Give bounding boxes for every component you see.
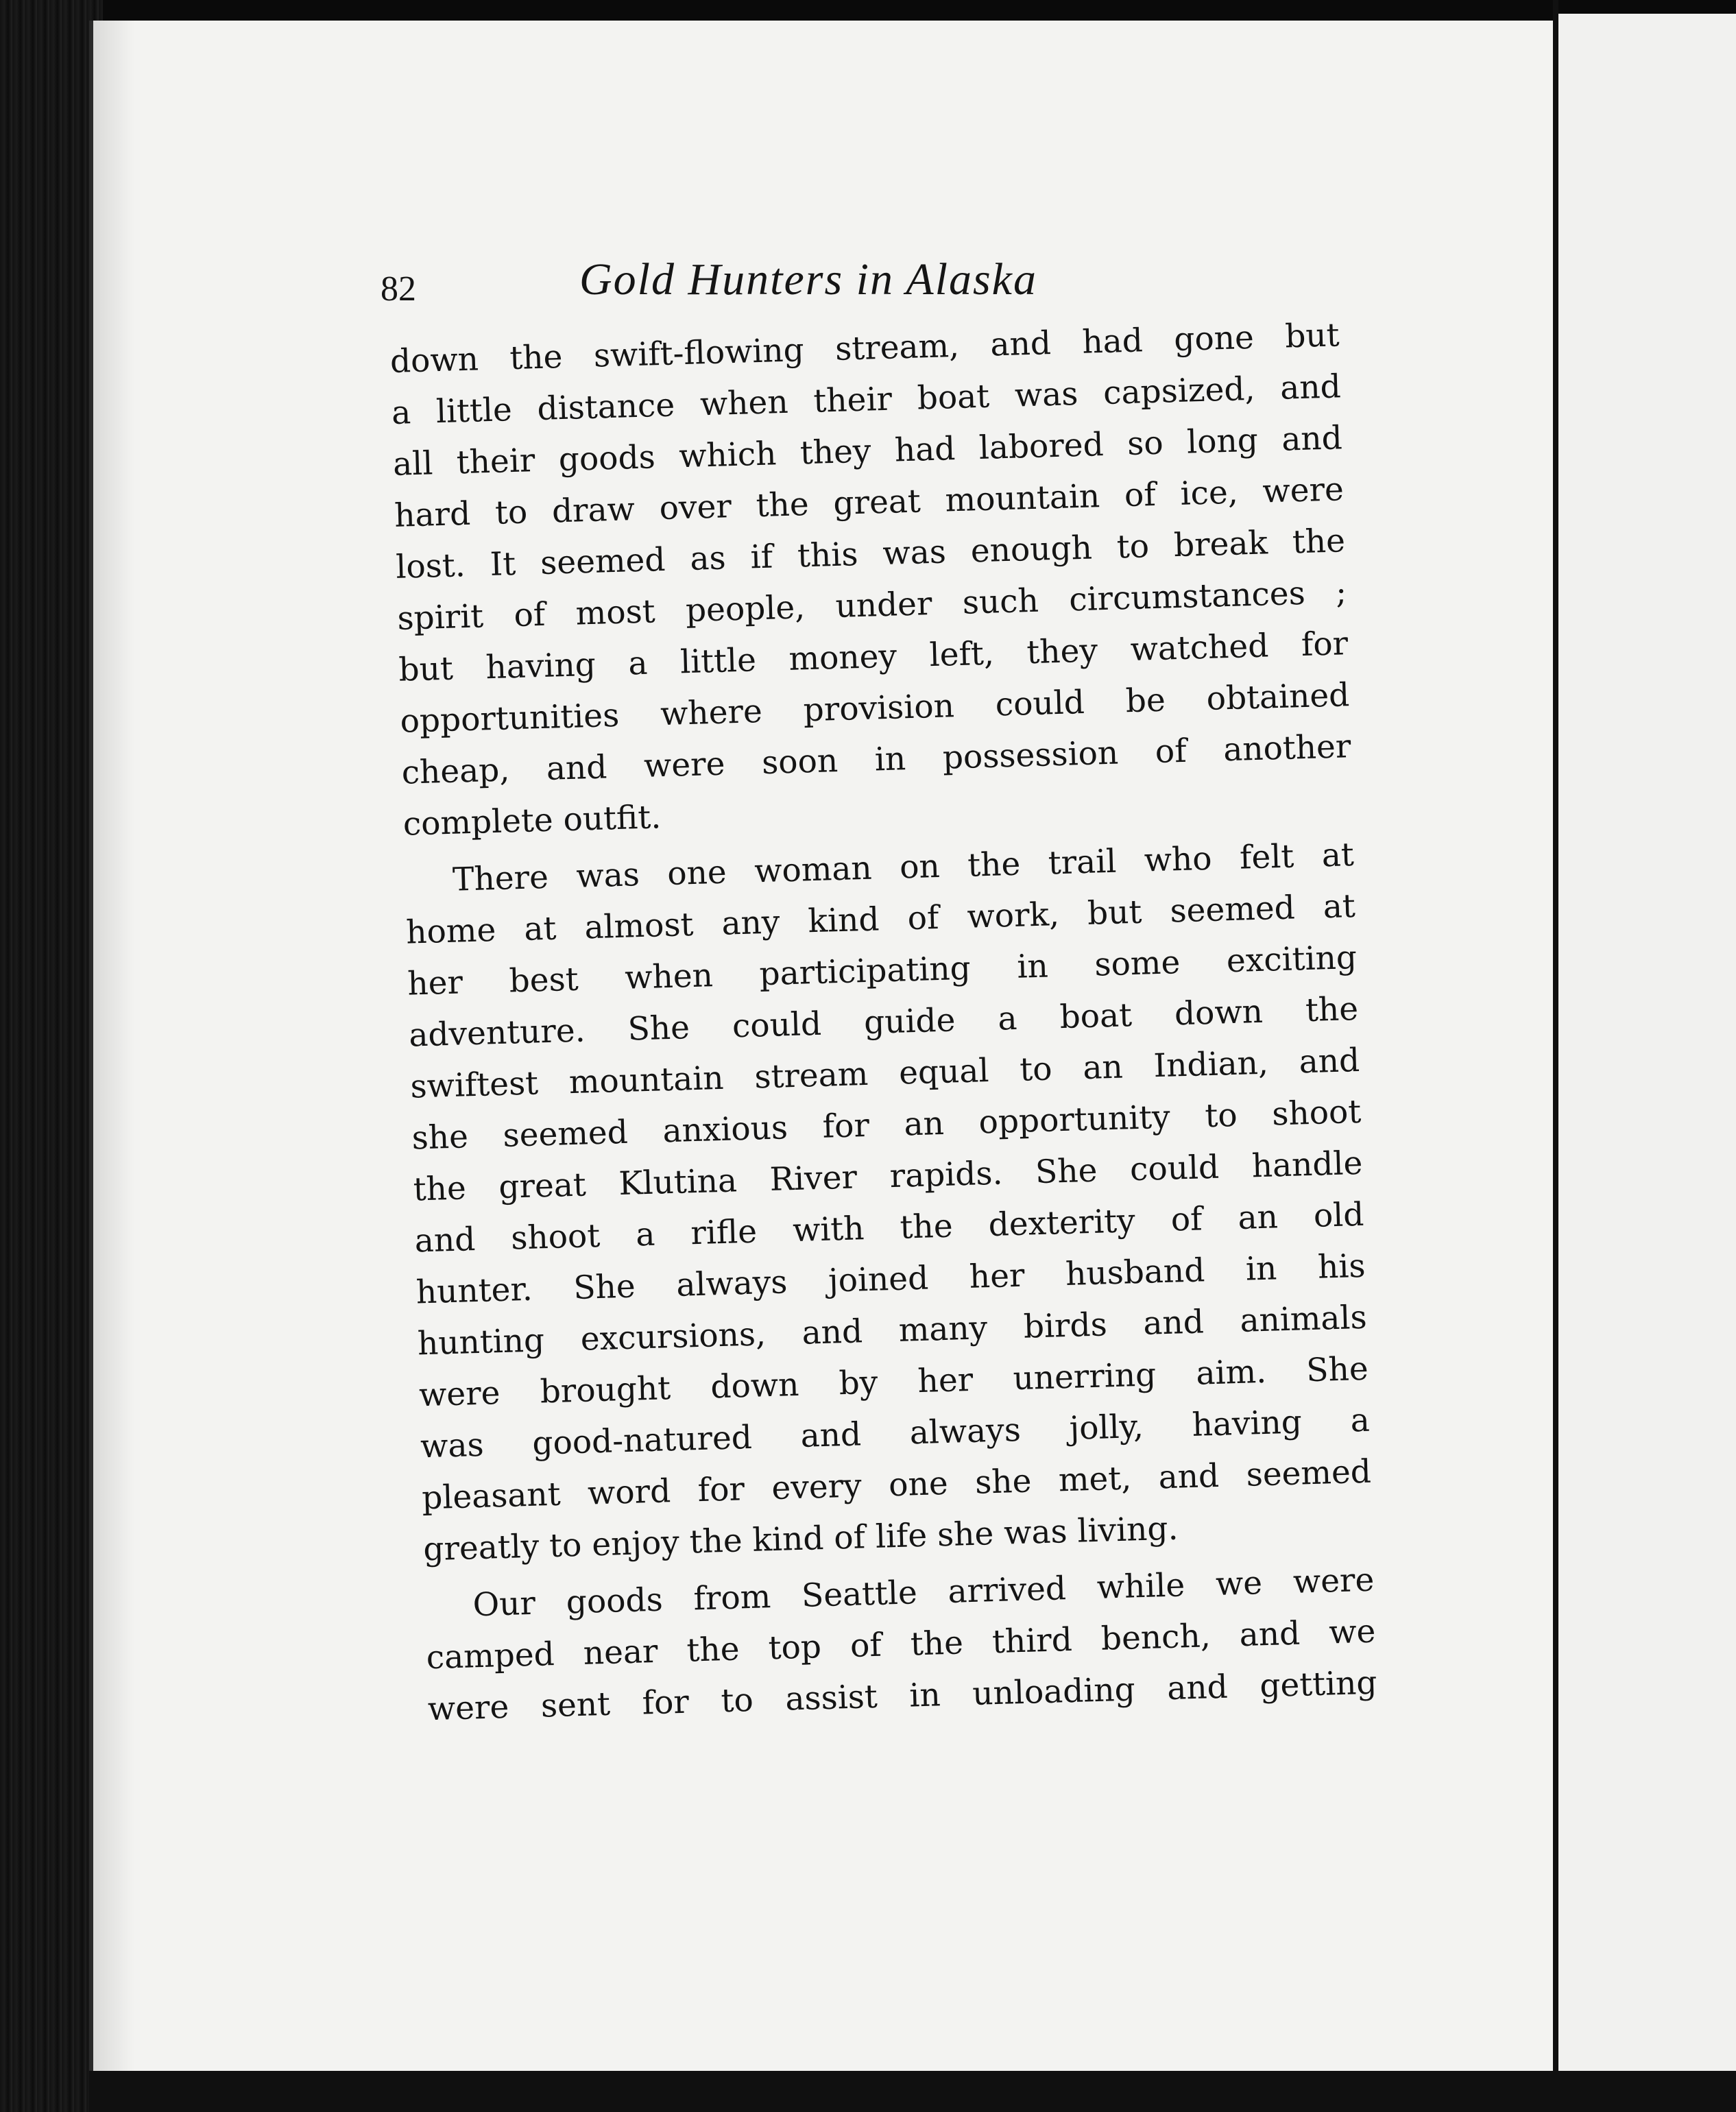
page-number: 82 xyxy=(381,269,416,309)
text-line: her best when participating in some exciting xyxy=(407,938,1358,1003)
text-line: home at almost any kind of work, but seemed at xyxy=(405,887,1356,952)
text-line: complete outfit. xyxy=(402,798,662,843)
running-title: Gold Hunters in Alaska xyxy=(579,254,1037,304)
text-line: pleasant word for every one she met, and seemed xyxy=(421,1452,1372,1517)
body-text xyxy=(389,309,1377,1735)
text-line: down the swift-flowing stream, and had gone but xyxy=(389,316,1340,381)
text-line: camped near the top of the third bench, and we xyxy=(426,1612,1377,1677)
binding-gutter xyxy=(1553,0,1558,2112)
text-line: Our goods from Seattle arrived while we were xyxy=(472,1561,1375,1624)
text-line: was good-natured and always jolly, having a xyxy=(420,1401,1371,1466)
text-line: greatly to enjoy the kind of life she was living. xyxy=(422,1509,1179,1569)
facing-page-edge xyxy=(1558,14,1736,2098)
text-line: hard to draw over the great mountain of ice, were xyxy=(394,470,1345,535)
text-line: spirit of most people, under such circumstances ; xyxy=(396,573,1347,638)
text-line: hunter. She always joined her husband in his xyxy=(415,1247,1366,1312)
text-line: hunting excursions, and many birds and animals xyxy=(417,1298,1368,1363)
text-line: were sent for to assist in unloading and getting xyxy=(427,1664,1378,1729)
text-line: but having a little money left, they watched for xyxy=(398,625,1349,689)
text-line: the great Klutina River rapids. She could handle xyxy=(413,1144,1364,1209)
text-line: cheap, and were soon in possession of another xyxy=(401,728,1352,792)
text-line: lost. It seemed as if this was enough to break the xyxy=(395,522,1346,586)
text-line: she seemed anxious for an opportunity to shoot xyxy=(411,1092,1362,1157)
page-edges xyxy=(0,0,103,2112)
text-line: were brought down by her unerring aim. She xyxy=(418,1349,1369,1415)
text-line: a little distance when their boat was capsized, and xyxy=(391,368,1342,432)
page-header xyxy=(381,254,1135,309)
text-line: and shoot a rifle with the dexterity of an old xyxy=(414,1195,1365,1260)
text-line: all their goods which they had labored so long and xyxy=(392,419,1343,483)
text-line: swiftest mountain stream equal to an Indian, and xyxy=(409,1041,1360,1106)
text-line: opportunities where provision could be obtained xyxy=(399,676,1350,741)
text-line: There was one woman on the trail who felt at xyxy=(452,836,1355,899)
text-line: adventure. She could guide a boat down the xyxy=(408,989,1359,1055)
bottom-edge xyxy=(89,2071,1736,2112)
page-shadow xyxy=(93,21,134,2071)
